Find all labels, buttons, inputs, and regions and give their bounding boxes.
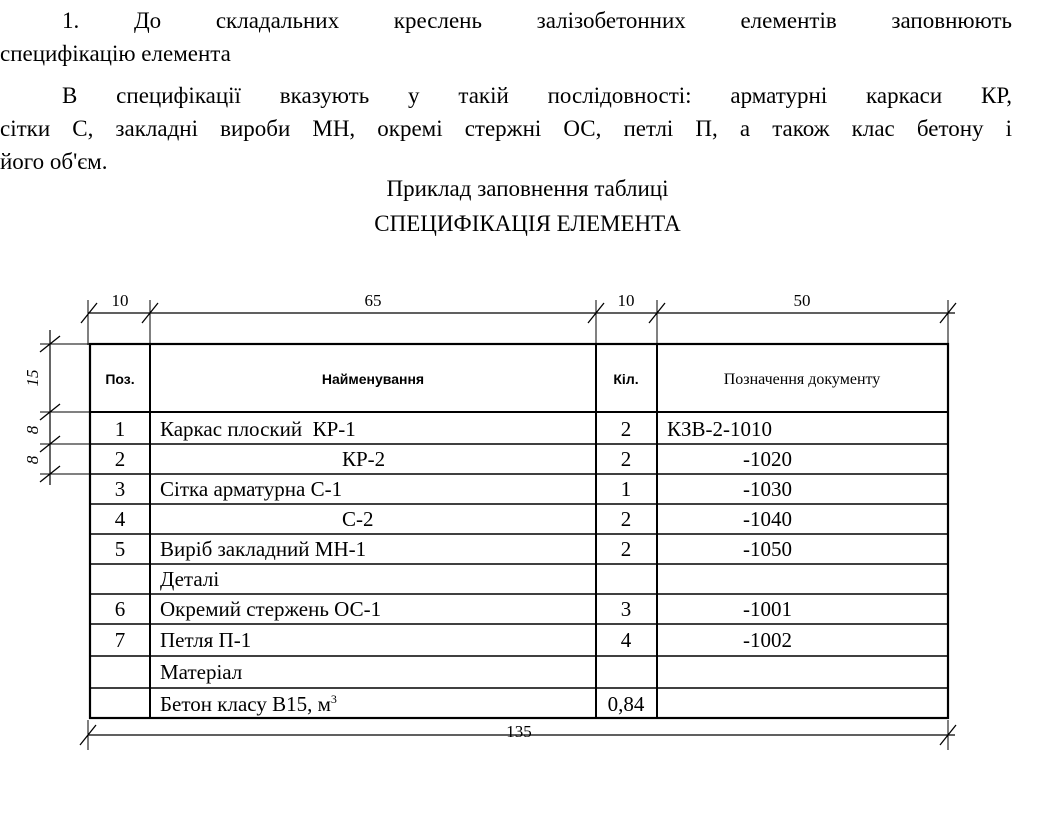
paragraph-2-line-2: сітки С, закладні вироби МН, окремі стержні ОС, петлі П, а також клас бетону і bbox=[0, 116, 1012, 141]
caption-line-2: СПЕЦИФІКАЦІЯ ЕЛЕМЕНТА bbox=[374, 211, 681, 236]
cell-doc: -1020 bbox=[743, 447, 792, 471]
dim-header-height: 15 bbox=[23, 369, 42, 387]
dim-row-height: 8 bbox=[23, 425, 42, 435]
cell-name: Окремий стержень ОС-1 bbox=[160, 597, 382, 621]
cell-name bbox=[160, 692, 337, 716]
cell-pos: 5 bbox=[114, 537, 126, 561]
cell-name: С-2 bbox=[342, 507, 374, 531]
header-qty: Кіл. bbox=[613, 371, 639, 387]
cell-name: КР-2 bbox=[342, 447, 386, 471]
cell-doc: КЗВ-2-1010 bbox=[667, 417, 773, 441]
cell-qty: 2 bbox=[620, 447, 632, 471]
header-pos: Поз. bbox=[105, 371, 135, 387]
dim-col-pos: 10 bbox=[111, 291, 129, 310]
cell-qty: 0,84 bbox=[607, 692, 645, 716]
cell-qty: 2 bbox=[620, 417, 632, 441]
unit-superscript: 3 bbox=[330, 692, 337, 706]
cell-pos: 3 bbox=[114, 477, 126, 501]
cell-name: Сітка арматурна С-1 bbox=[160, 477, 343, 501]
cell-doc: -1040 bbox=[743, 507, 792, 531]
cell-name-text: Бетон класу В15, м bbox=[160, 692, 331, 716]
cell-doc: -1030 bbox=[743, 477, 792, 501]
cell-qty: 2 bbox=[620, 537, 632, 561]
cell-pos: 4 bbox=[114, 507, 126, 531]
paragraph-1-line-1: 1. До складальних креслень залізобетонних елементів заповнюють bbox=[62, 8, 1012, 33]
cell-name: Виріб закладний МН-1 bbox=[160, 537, 367, 561]
cell-doc: -1002 bbox=[743, 628, 792, 652]
cell-qty: 2 bbox=[620, 507, 632, 531]
dim-col-doc: 50 bbox=[793, 291, 811, 310]
cell-name: Матеріал bbox=[160, 660, 243, 684]
caption-line-1: Приклад заповнення таблиці bbox=[386, 176, 669, 201]
header-name: Найменування bbox=[321, 371, 425, 387]
dim-col-qty: 10 bbox=[617, 291, 635, 310]
cell-name: Петля П-1 bbox=[160, 628, 252, 652]
cell-pos: 6 bbox=[114, 597, 126, 621]
cell-name: Деталі bbox=[160, 567, 220, 591]
cell-qty: 3 bbox=[620, 597, 632, 621]
paragraph-2-line-1: В специфікації вказують у такій послідовності: арматурні каркаси КР, bbox=[62, 83, 1012, 108]
cell-pos: 7 bbox=[114, 628, 126, 652]
cell-pos: 2 bbox=[114, 447, 126, 471]
cell-name: Каркас плоский КР-1 bbox=[160, 417, 356, 441]
header-doc: Позначення документу bbox=[723, 371, 881, 388]
dim-col-name: 65 bbox=[364, 291, 382, 310]
dim-total-width: 135 bbox=[506, 722, 532, 741]
dim-row-height: 8 bbox=[23, 455, 42, 465]
cell-doc: -1050 bbox=[743, 537, 792, 561]
cell-qty: 1 bbox=[620, 477, 632, 501]
paragraph-1-line-2: специфікацію елемента bbox=[0, 41, 231, 66]
cell-pos: 1 bbox=[114, 417, 126, 441]
cell-qty: 4 bbox=[620, 628, 632, 652]
cell-doc: -1001 bbox=[743, 597, 792, 621]
paragraph-2-line-3: його об'єм. bbox=[0, 149, 108, 174]
